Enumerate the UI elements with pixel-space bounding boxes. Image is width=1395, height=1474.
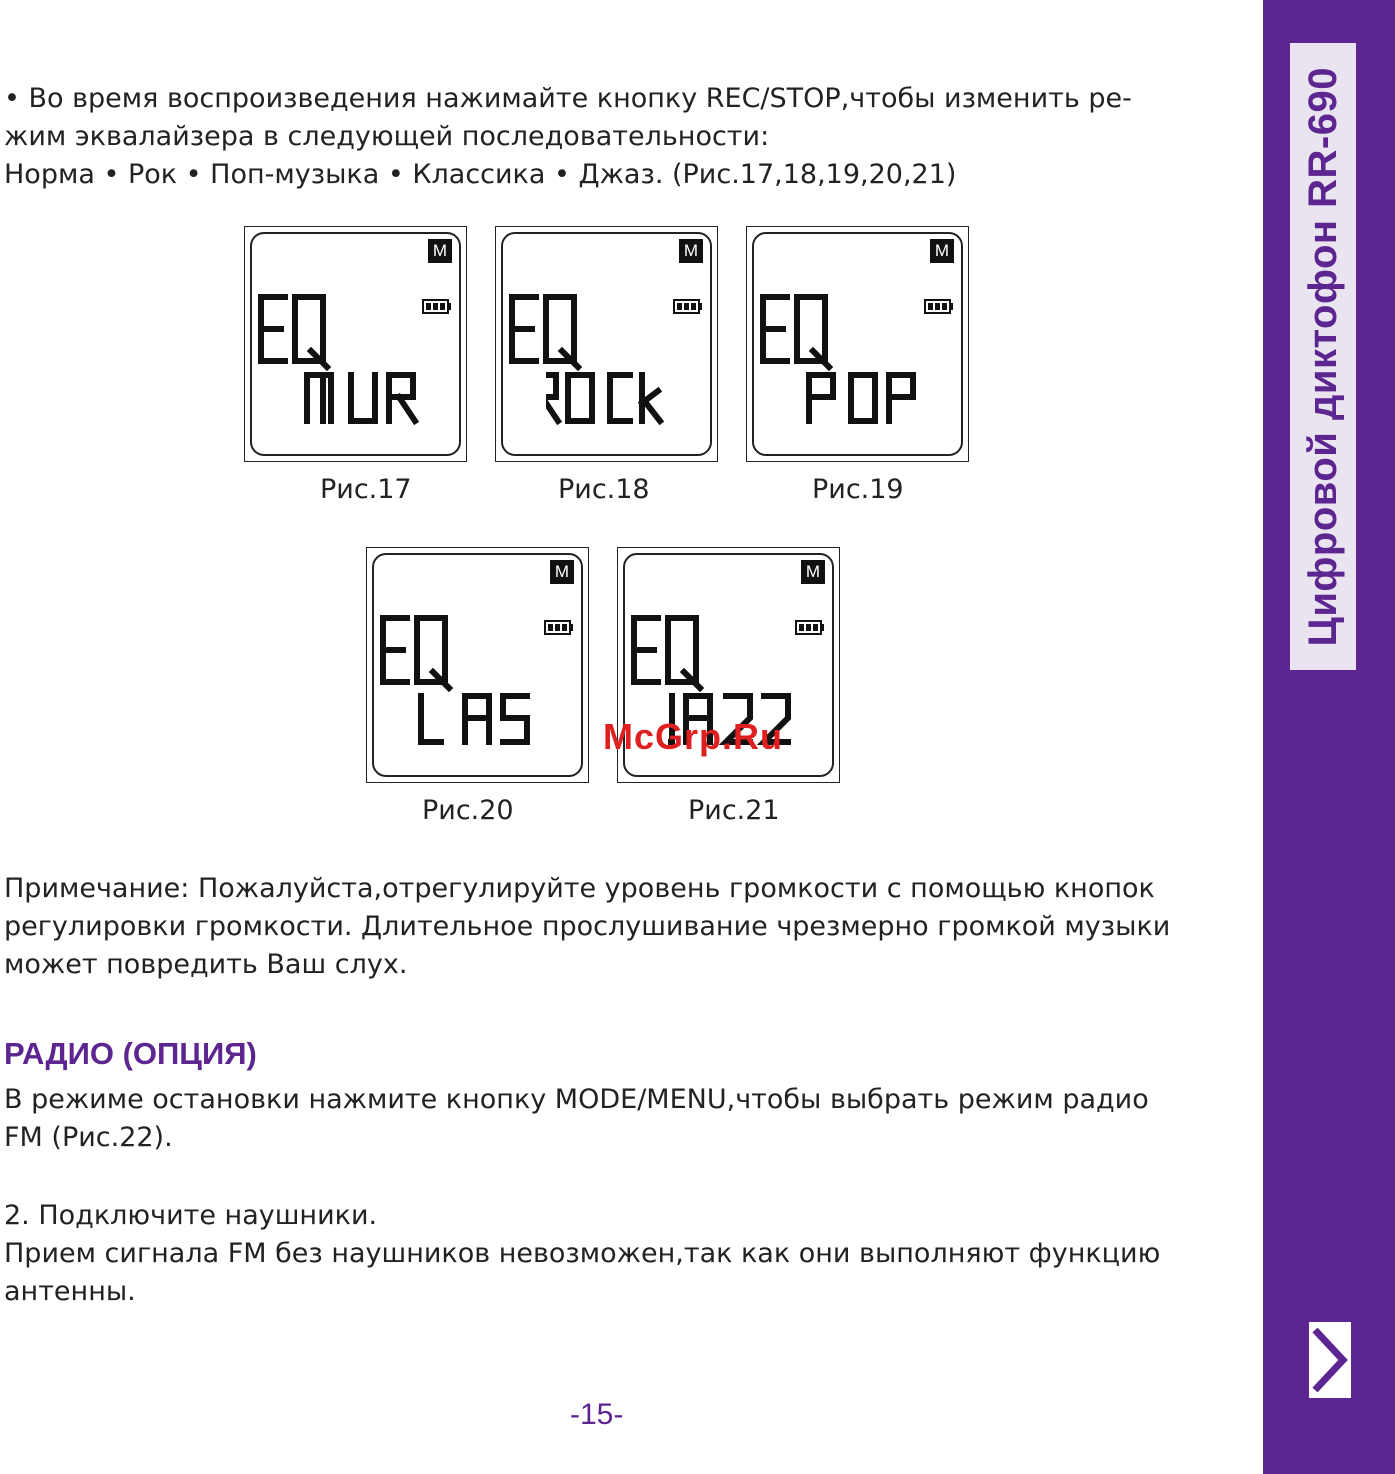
battery-icon bbox=[924, 299, 954, 314]
figure-caption: Рис.20 bbox=[422, 795, 514, 826]
memory-badge: M bbox=[428, 239, 452, 263]
memory-badge: M bbox=[801, 560, 825, 584]
figure-caption: Рис.21 bbox=[688, 795, 780, 826]
note-line: регулировки громкости. Длительное прослушивание чрезмерно громкой музыки bbox=[4, 911, 1171, 942]
radio-heading: РАДИО (ОПЦИЯ) bbox=[4, 1036, 257, 1071]
radio-step-line: 2. Подключите наушники. bbox=[4, 1200, 378, 1231]
lcd-figure-19 bbox=[746, 226, 969, 462]
lcd-figure-17 bbox=[244, 226, 467, 462]
note-paragraph bbox=[4, 870, 1170, 984]
eq-segment-label bbox=[506, 291, 586, 371]
sidebar-title: Цифровой диктофон RR-690 bbox=[1300, 66, 1345, 647]
eq-segment-label bbox=[757, 291, 837, 371]
radio-step-line: Прием сигнала FM без наушников невозможен,так как они выполняют функцию bbox=[4, 1238, 1161, 1269]
eq-segment-label bbox=[255, 291, 335, 371]
figure-caption: Рис.19 bbox=[812, 474, 904, 505]
lcd-figure-18 bbox=[495, 226, 718, 462]
sidebar-title-box bbox=[1290, 43, 1356, 670]
eq-segment-label bbox=[628, 612, 708, 692]
eq-line: жим эквалайзера в следующей последовательности: bbox=[4, 121, 770, 152]
battery-icon bbox=[544, 620, 574, 635]
memory-badge: M bbox=[679, 239, 703, 263]
mode-segment-nor bbox=[295, 369, 455, 429]
memory-badge: M bbox=[550, 560, 574, 584]
figure-caption: Рис.18 bbox=[558, 474, 650, 505]
eq-line: • Во время воспроизведения нажимайте кнопку REC/STOP,чтобы изменить ре- bbox=[4, 83, 1132, 114]
eq-segment-label bbox=[377, 612, 457, 692]
note-line: Примечание: Пожалуйста,отрегулируйте уровень громкости с помощью кнопок bbox=[4, 873, 1155, 904]
mode-segment-pop bbox=[797, 369, 957, 429]
radio-intro bbox=[4, 1081, 1149, 1157]
chevron-right-icon bbox=[1309, 1322, 1351, 1398]
radio-step-line: антенны. bbox=[4, 1276, 136, 1307]
mode-segment-rock bbox=[546, 369, 706, 429]
battery-icon bbox=[795, 620, 825, 635]
eq-paragraph bbox=[4, 80, 1132, 194]
radio-intro-line: FM (Рис.22). bbox=[4, 1122, 173, 1153]
next-arrow-box[interactable] bbox=[1309, 1322, 1351, 1398]
eq-line: Норма • Рок • Поп-музыка • Классика • Джаз. (Рис.17,18,19,20,21) bbox=[4, 159, 957, 190]
watermark: McGrp.Ru bbox=[603, 716, 784, 757]
battery-icon bbox=[422, 299, 452, 314]
radio-intro-line: В режиме остановки нажмите кнопку MODE/MENU,чтобы выбрать режим радио bbox=[4, 1084, 1149, 1115]
battery-icon bbox=[673, 299, 703, 314]
radio-step bbox=[4, 1197, 1160, 1311]
lcd-figure-20 bbox=[366, 547, 589, 783]
figure-caption: Рис.17 bbox=[320, 474, 412, 505]
page-number: -15- bbox=[570, 1398, 624, 1431]
mode-segment-clas bbox=[417, 690, 577, 750]
note-line: может повредить Ваш слух. bbox=[4, 949, 408, 980]
memory-badge: M bbox=[930, 239, 954, 263]
